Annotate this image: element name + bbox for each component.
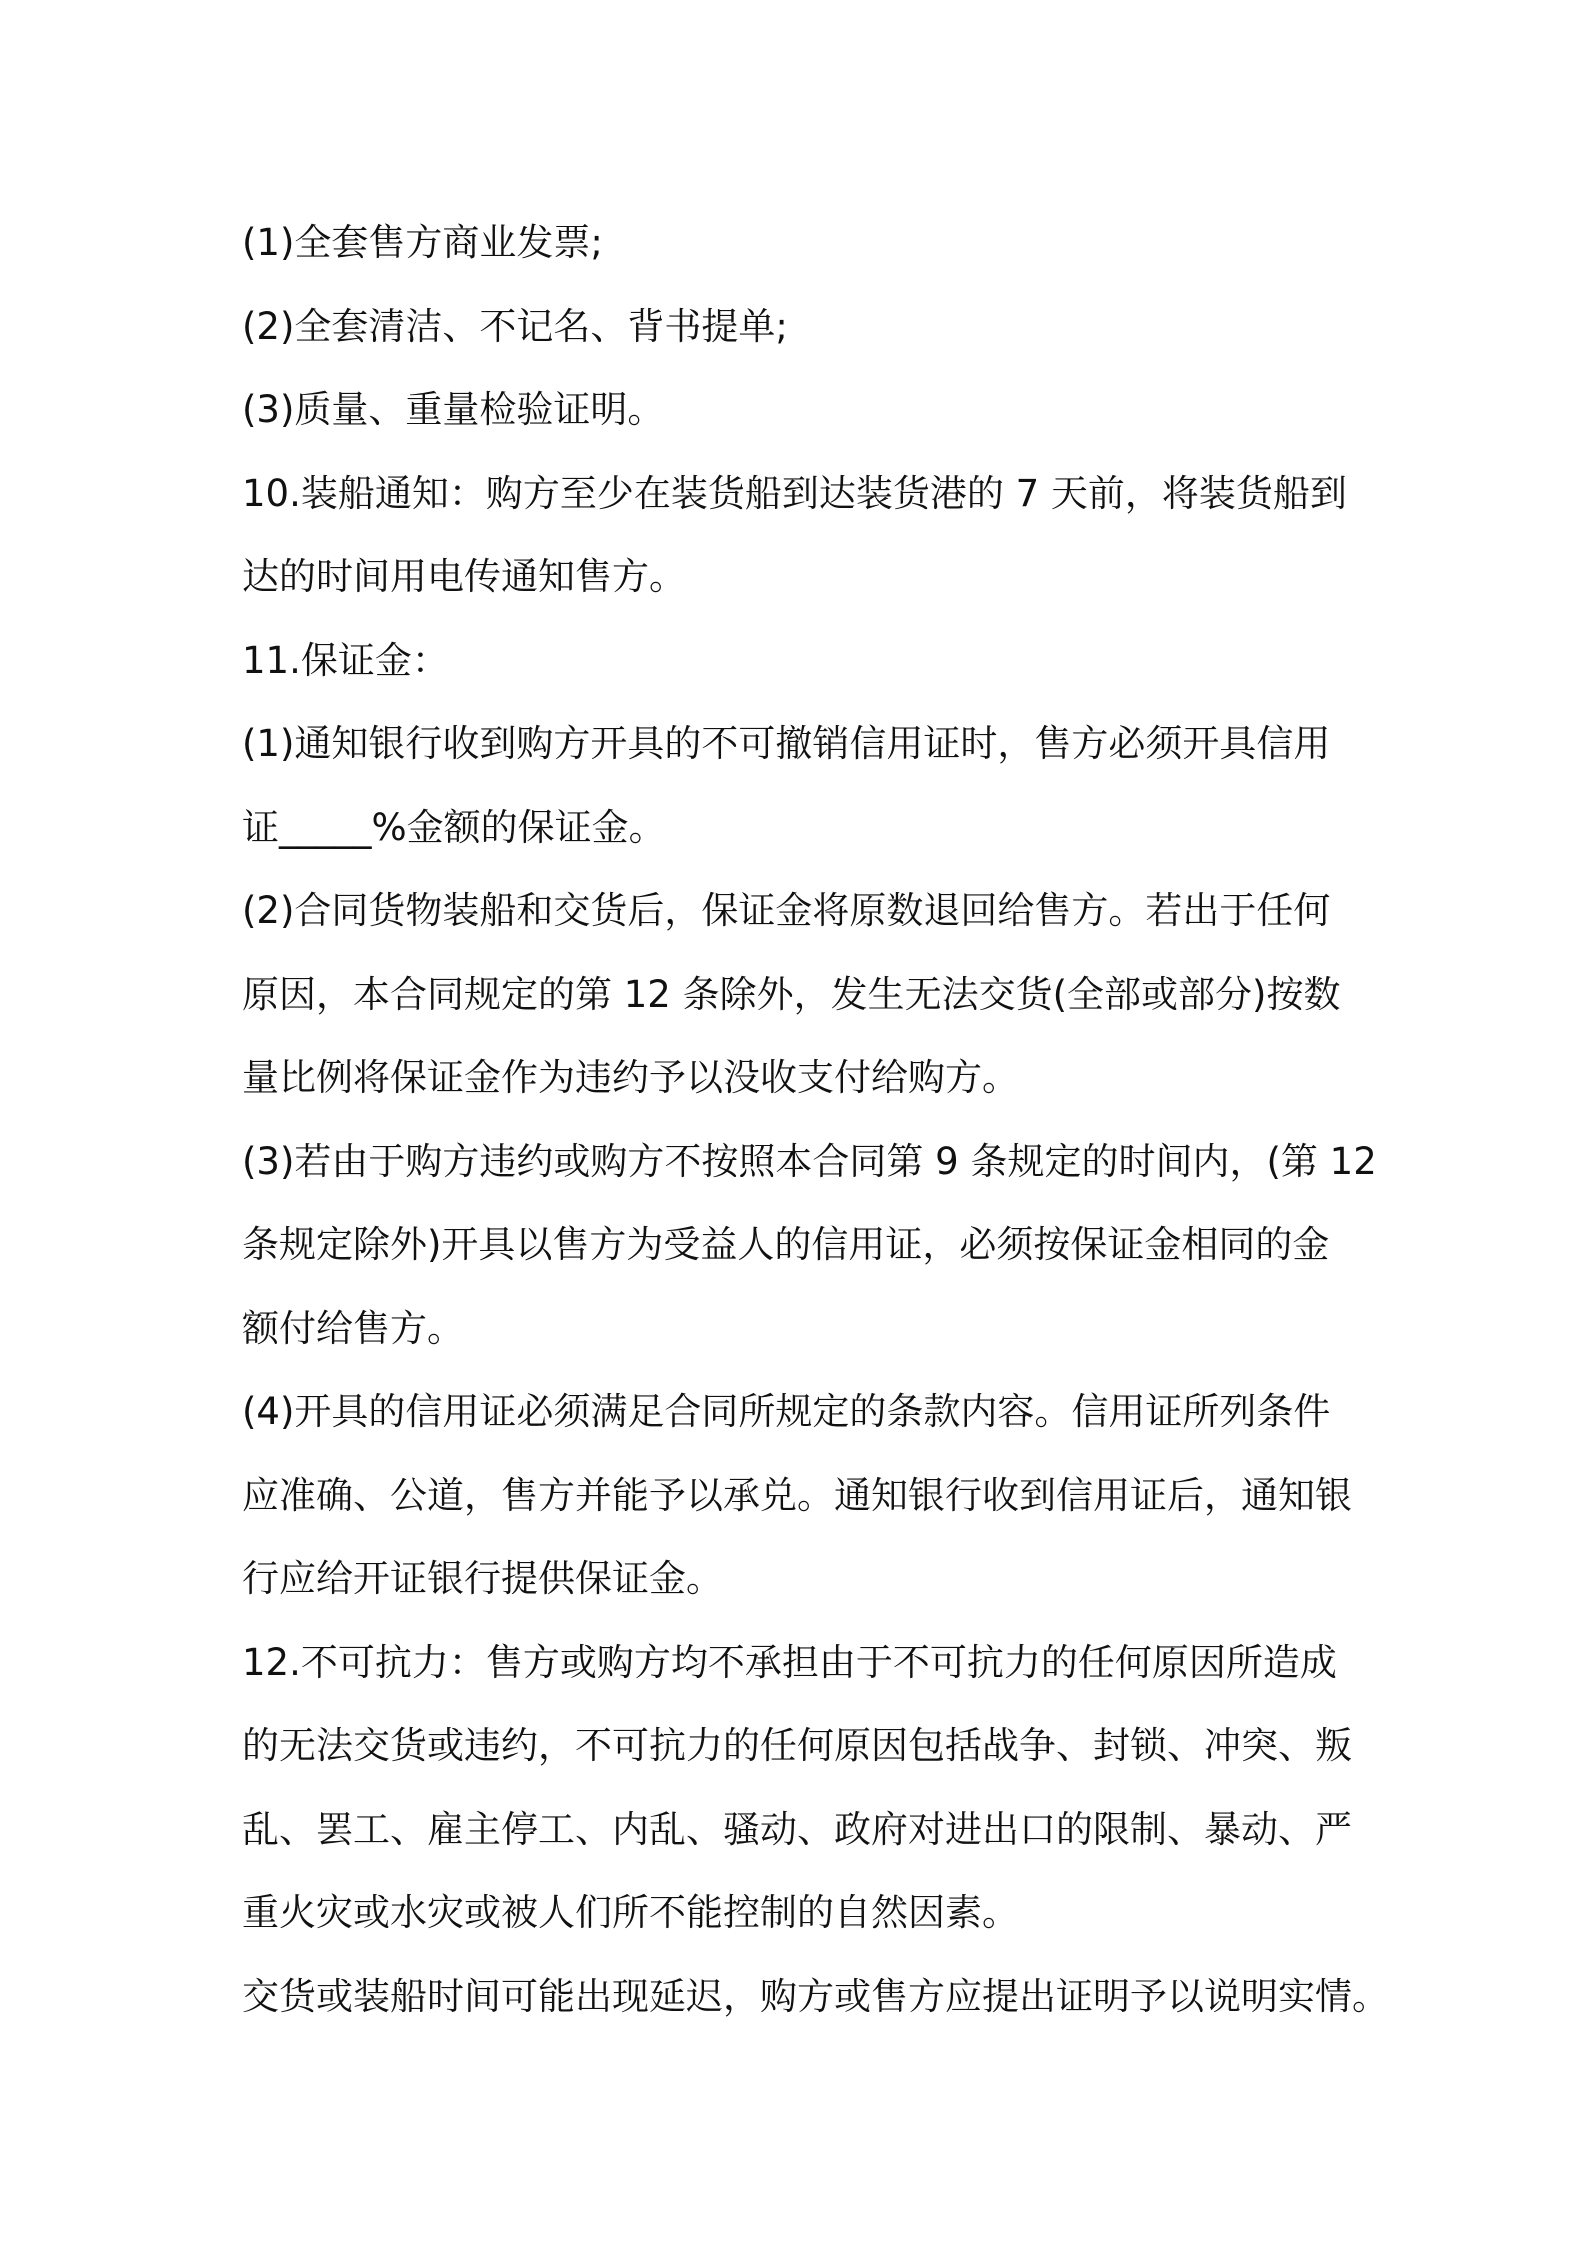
text-line-8: 证_____%金额的保证金。 [242, 805, 666, 849]
text-line-18: 12.不可抗力：售方或购方均不承担由于不可抗力的任何原因所造成 [242, 1640, 1337, 1684]
text-line-14: 额付给售方。 [242, 1306, 464, 1350]
text-line-3: (3)质量、重量检验证明。 [242, 388, 665, 431]
text-line-10: 原因，本合同规定的第 12 条除外，发生无法交货(全部或部分)按数 [242, 972, 1341, 1016]
text-line-6: 11.保证金： [242, 638, 449, 682]
text-line-17: 行应给开证银行提供保证金。 [242, 1557, 723, 1600]
text-line-20: 乱、罢工、雇主停工、内乱、骚动、政府对进出口的限制、暴动、严 [242, 1807, 1352, 1851]
text-line-12: (3)若由于购方违约或购方不按照本合同第 9 条规定的时间内，(第 12 [242, 1139, 1377, 1183]
text-line-9: (2)合同货物装船和交货后，保证金将原数退回给售方。若出于任何 [242, 889, 1331, 932]
text-line-16: 应准确、公道，售方并能予以承兑。通知银行收到信用证后，通知银 [242, 1473, 1352, 1517]
text-line-19: 的无法交货或违约，不可抗力的任何原因包括战争、封锁、冲突、叛 [242, 1724, 1352, 1767]
text-line-1: (1)全套售方商业发票; [242, 221, 603, 264]
text-line-22: 交货或装船时间可能出现延迟，购方或售方应提出证明予以说明实情。 [242, 1974, 1389, 2018]
text-line-21: 重火灾或水灾或被人们所不能控制的自然因素。 [242, 1891, 1019, 1934]
text-line-4: 10.装船通知：购方至少在装货船到达装货港的 7 天前，将装货船到 [242, 471, 1347, 515]
text-line-15: (4)开具的信用证必须满足合同所规定的条款内容。信用证所列条件 [242, 1390, 1331, 1433]
text-line-7: (1)通知银行收到购方开具的不可撤销信用证时，售方必须开具信用 [242, 722, 1331, 765]
text-line-13: 条规定除外)开具以售方为受益人的信用证，必须按保证金相同的金 [242, 1223, 1330, 1266]
text-line-11: 量比例将保证金作为违约予以没收支付给购方。 [242, 1056, 1019, 1099]
text-line-5: 达的时间用电传通知售方。 [242, 555, 686, 598]
text-line-2: (2)全套清洁、不记名、背书提单; [242, 304, 788, 348]
document-body [242, 201, 1389, 2038]
